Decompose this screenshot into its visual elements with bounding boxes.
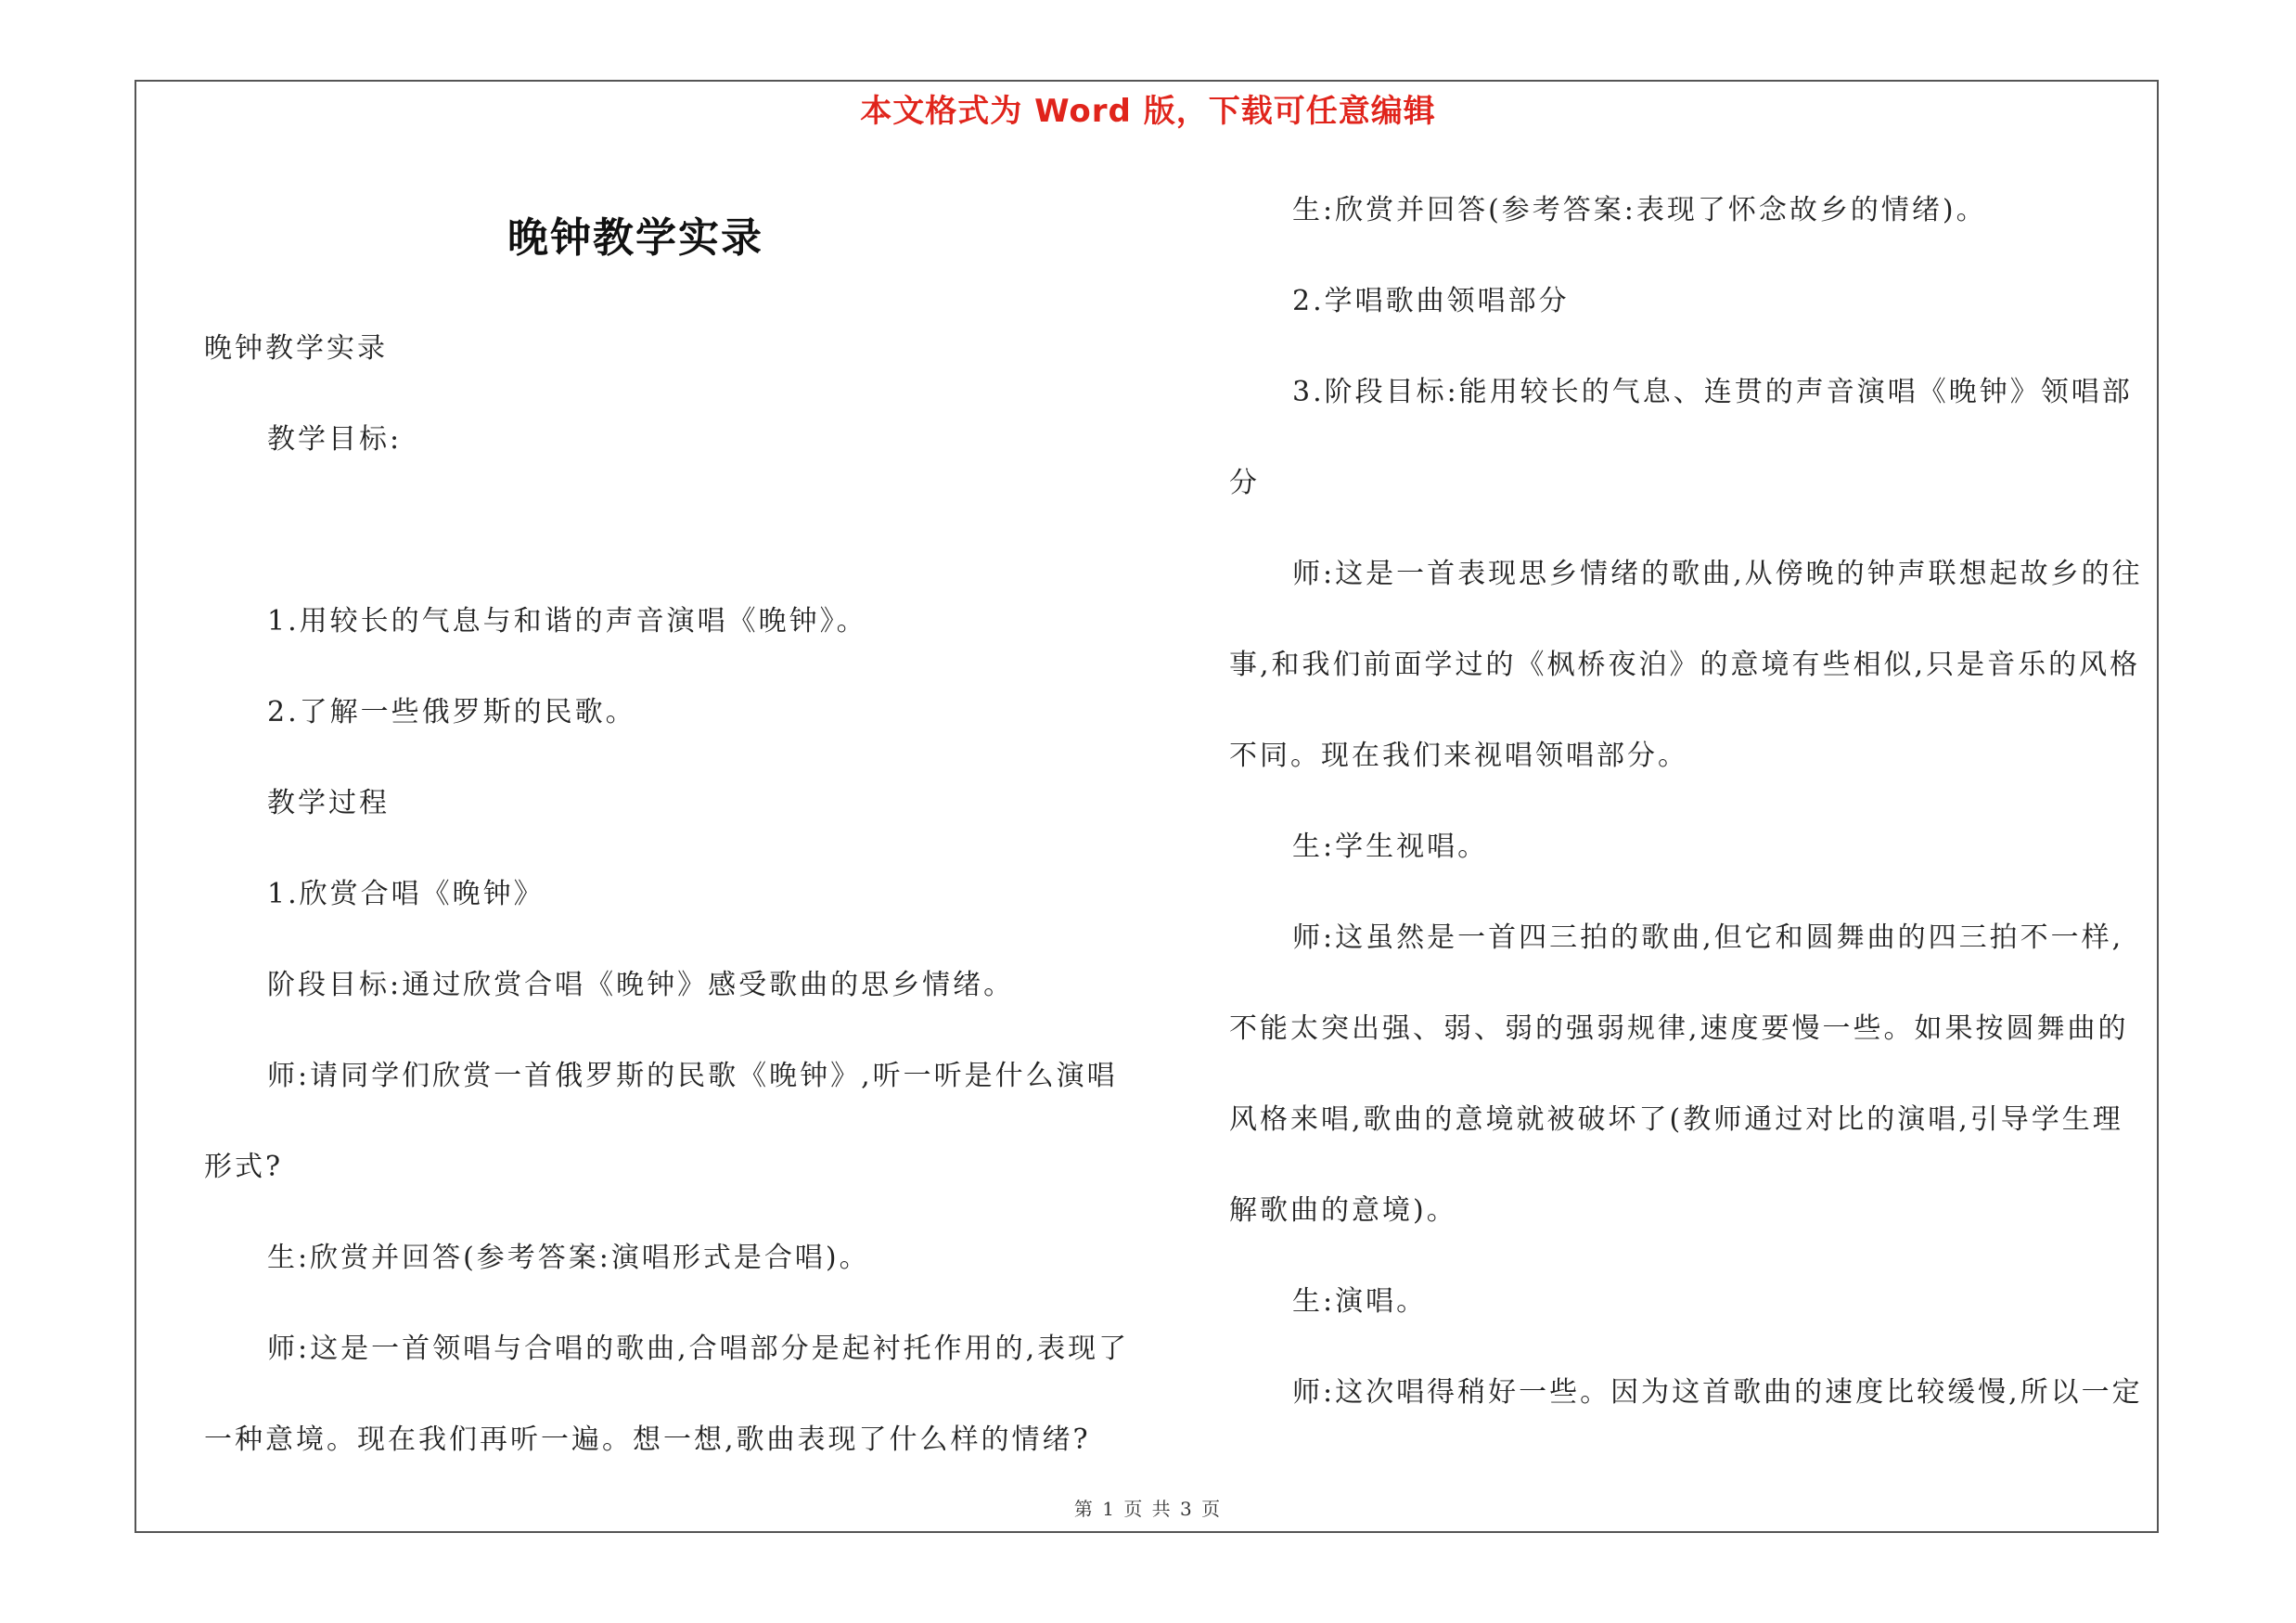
paragraph: 1.用较长的气息与和谐的声音演唱《晚钟》。 [267, 605, 867, 638]
paragraph: 生:欣赏并回答(参考答案:表现了怀念故乡的情绪)。 [1292, 194, 1987, 226]
paragraph: 2.了解一些俄罗斯的民歌。 [267, 696, 636, 728]
paragraph: 教学过程 [267, 787, 390, 819]
document-title: 晚钟教学实录 [507, 214, 763, 262]
paragraph: 师:这次唱得稍好一些。因为这首歌曲的速度比较缓慢,所以一定 [1292, 1376, 2143, 1409]
right-column [1229, 165, 2152, 1438]
paragraph: 2.学唱歌曲领唱部分 [1292, 285, 1570, 317]
blank-line [204, 485, 1136, 576]
left-column [204, 303, 1136, 1486]
paragraph: 晚钟教学实录 [204, 332, 388, 365]
paragraph: 1.欣赏合唱《晚钟》 [267, 878, 545, 910]
page-number-footer: 第 1 页 共 3 页 [1073, 1498, 1223, 1520]
paragraph: 师:这是一首表现思乡情绪的歌曲,从傍晚的钟声联想起故乡的往事,和我们前面学过的《枫桥夜泊》的意境有些相似,只是音乐的风格不同。现在我们来视唱领唱部分。 [1229, 558, 2143, 772]
word-format-banner: 本文格式为 Word 版，下载可任意编辑 [860, 93, 1436, 130]
paragraph: 3.阶段目标:能用较长的气息、连贯的声音演唱《晚钟》领唱部分 [1229, 376, 2133, 499]
paragraph: 师:请同学们欣赏一首俄罗斯的民歌《晚钟》,听一听是什么演唱形式? [204, 1060, 1118, 1183]
paragraph: 师:这是一首领唱与合唱的歌曲,合唱部分是起衬托作用的,表现了一种意境。现在我们再听一遍。想一想,歌曲表现了什么样的情绪? [204, 1333, 1130, 1456]
paragraph: 师:这虽然是一首四三拍的歌曲,但它和圆舞曲的四三拍不一样,不能太突出强、弱、弱的强弱规律,速度要慢一些。如果按圆舞曲的风格来唱,歌曲的意境就被破坏了(教师通过对比的演唱,引导学生理解歌曲的意境)。 [1229, 921, 2129, 1227]
paragraph: 教学目标: [267, 423, 403, 456]
paragraph: 生:演唱。 [1292, 1285, 1428, 1318]
paragraph: 生:欣赏并回答(参考答案:演唱形式是合唱)。 [267, 1242, 870, 1274]
paragraph: 阶段目标:通过欣赏合唱《晚钟》感受歌曲的思乡情绪。 [267, 969, 1015, 1001]
paragraph: 生:学生视唱。 [1292, 831, 1489, 863]
